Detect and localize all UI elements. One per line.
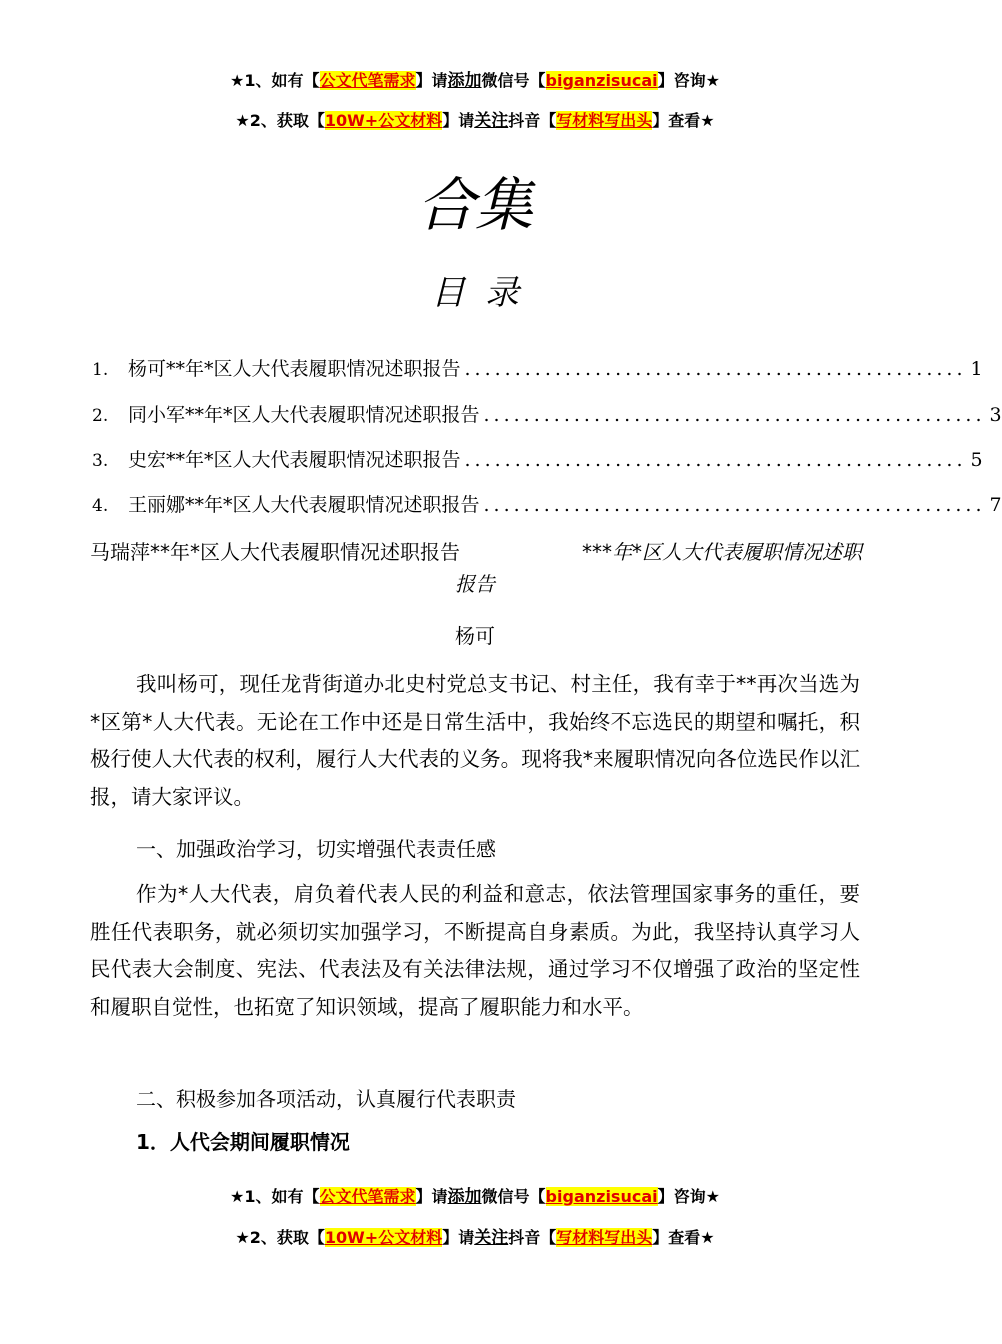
- report-title: [455, 536, 862, 600]
- toc-leader: ..................................................: [483, 404, 986, 426]
- banner-underline: 关注: [474, 1228, 509, 1248]
- banner-text: 微信号【: [481, 71, 546, 90]
- banner-text: 】咨询★: [657, 1187, 720, 1206]
- banner-text: 】请: [415, 1187, 448, 1206]
- toc-entry[interactable]: [92, 445, 983, 475]
- banner-text: 】查看★: [652, 111, 715, 130]
- toc-page: 1: [970, 358, 983, 380]
- toc-page: 7: [989, 494, 1002, 516]
- toc-number: 2.: [92, 406, 109, 426]
- bottom-banner-line-2: [0, 1227, 950, 1249]
- banner-text: ★2、获取【: [235, 111, 325, 130]
- bottom-banner-line-1: [0, 1186, 950, 1208]
- toc-number: 4.: [92, 496, 109, 516]
- document-title: 合集: [416, 171, 533, 239]
- toc-page: 5: [970, 449, 983, 471]
- intro-paragraph: 我叫杨可，现任龙背街道办北史村党总支书记、村主任，我有幸于**再次当选为*区第*人大代表。无论在工作中还是日常生活中，我始终不忘选民的期望和嘱托，积极行使人大代表的权利，履行人大代表的义务。现将我*来履职情况向各位选民作以汇报，请大家评议。: [90, 672, 860, 809]
- toc-page: 3: [989, 404, 1002, 426]
- banner-highlight: 写材料写出头: [556, 1228, 653, 1247]
- toc-text: 杨可**年*区人大代表履职情况述职报告: [128, 358, 461, 380]
- toc-number: 1.: [92, 360, 109, 380]
- banner-highlight: 10W+公文材料: [324, 1228, 443, 1247]
- toc-heading: 目录: [431, 273, 539, 313]
- banner-text: ★1、如有【: [230, 1187, 320, 1206]
- section-1-paragraph: 作为*人大代表，肩负着代表人民的利益和意志，依法管理国家事务的重任，要胜任代表职务，就必须切实加强学习，不断提高自身素质。为此，我坚持认真学习人民代表大会制度、宪法、代表法及有关法律法规，通过学习不仅增强了政治的坚定性和履职自觉性，也拓宽了知识领域，提高了履职能力和水平。: [90, 882, 860, 1019]
- banner-highlight: 公文代笔需求: [319, 71, 416, 90]
- banner-text: 抖音【: [508, 111, 557, 130]
- toc-entry[interactable]: [92, 354, 983, 384]
- report-title-line-1: ***年*区人大代表履职情况述职: [582, 540, 862, 564]
- banner-text: 】请: [442, 111, 475, 130]
- banner-text: 】请: [415, 71, 448, 90]
- banner-highlight: biganzisucai: [545, 71, 658, 90]
- toc-text: 王丽娜**年*区人大代表履职情况述职报告: [128, 494, 480, 516]
- toc-text: 史宏**年*区人大代表履职情况述职报告: [128, 449, 461, 471]
- toc-leader: ..................................................: [483, 494, 986, 516]
- section-heading-2: 二、积极参加各项活动，认真履行代表职责: [136, 1087, 516, 1111]
- split-title-row: [90, 536, 862, 600]
- banner-text: 】查看★: [652, 1228, 715, 1247]
- banner-highlight: 10W+公文材料: [324, 111, 443, 130]
- toc-entry-unnumbered[interactable]: 马瑞萍**年*区人大代表履职情况述职报告: [90, 540, 460, 564]
- toc-number: 3.: [92, 451, 109, 471]
- subsection-heading-1: 1．人代会期间履职情况: [136, 1130, 350, 1154]
- top-banner-line-1: [0, 70, 950, 92]
- banner-text: ★1、如有【: [230, 71, 320, 90]
- banner-text: ★2、获取【: [235, 1228, 325, 1247]
- banner-underline: 添加: [447, 71, 482, 91]
- top-banner-line-2: [0, 110, 950, 132]
- banner-underline: 关注: [474, 111, 509, 131]
- banner-text: 】咨询★: [657, 71, 720, 90]
- toc-entry[interactable]: [92, 400, 1002, 430]
- report-author: 杨可: [455, 624, 495, 648]
- banner-text: 抖音【: [508, 1228, 557, 1247]
- toc-leader: ..................................................: [464, 449, 967, 471]
- banner-highlight: biganzisucai: [545, 1187, 658, 1206]
- toc-entry[interactable]: [92, 490, 1002, 520]
- banner-highlight: 写材料写出头: [556, 111, 653, 130]
- banner-text: 】请: [442, 1228, 475, 1247]
- toc-text: 同小军**年*区人大代表履职情况述职报告: [128, 404, 480, 426]
- banner-highlight: 公文代笔需求: [319, 1187, 416, 1206]
- toc-leader: ..................................................: [464, 358, 967, 380]
- report-title-line-2: 报告: [455, 572, 495, 596]
- banner-text: 微信号【: [481, 1187, 546, 1206]
- banner-underline: 添加: [447, 1187, 482, 1207]
- section-heading-1: 一、加强政治学习，切实增强代表责任感: [136, 837, 496, 861]
